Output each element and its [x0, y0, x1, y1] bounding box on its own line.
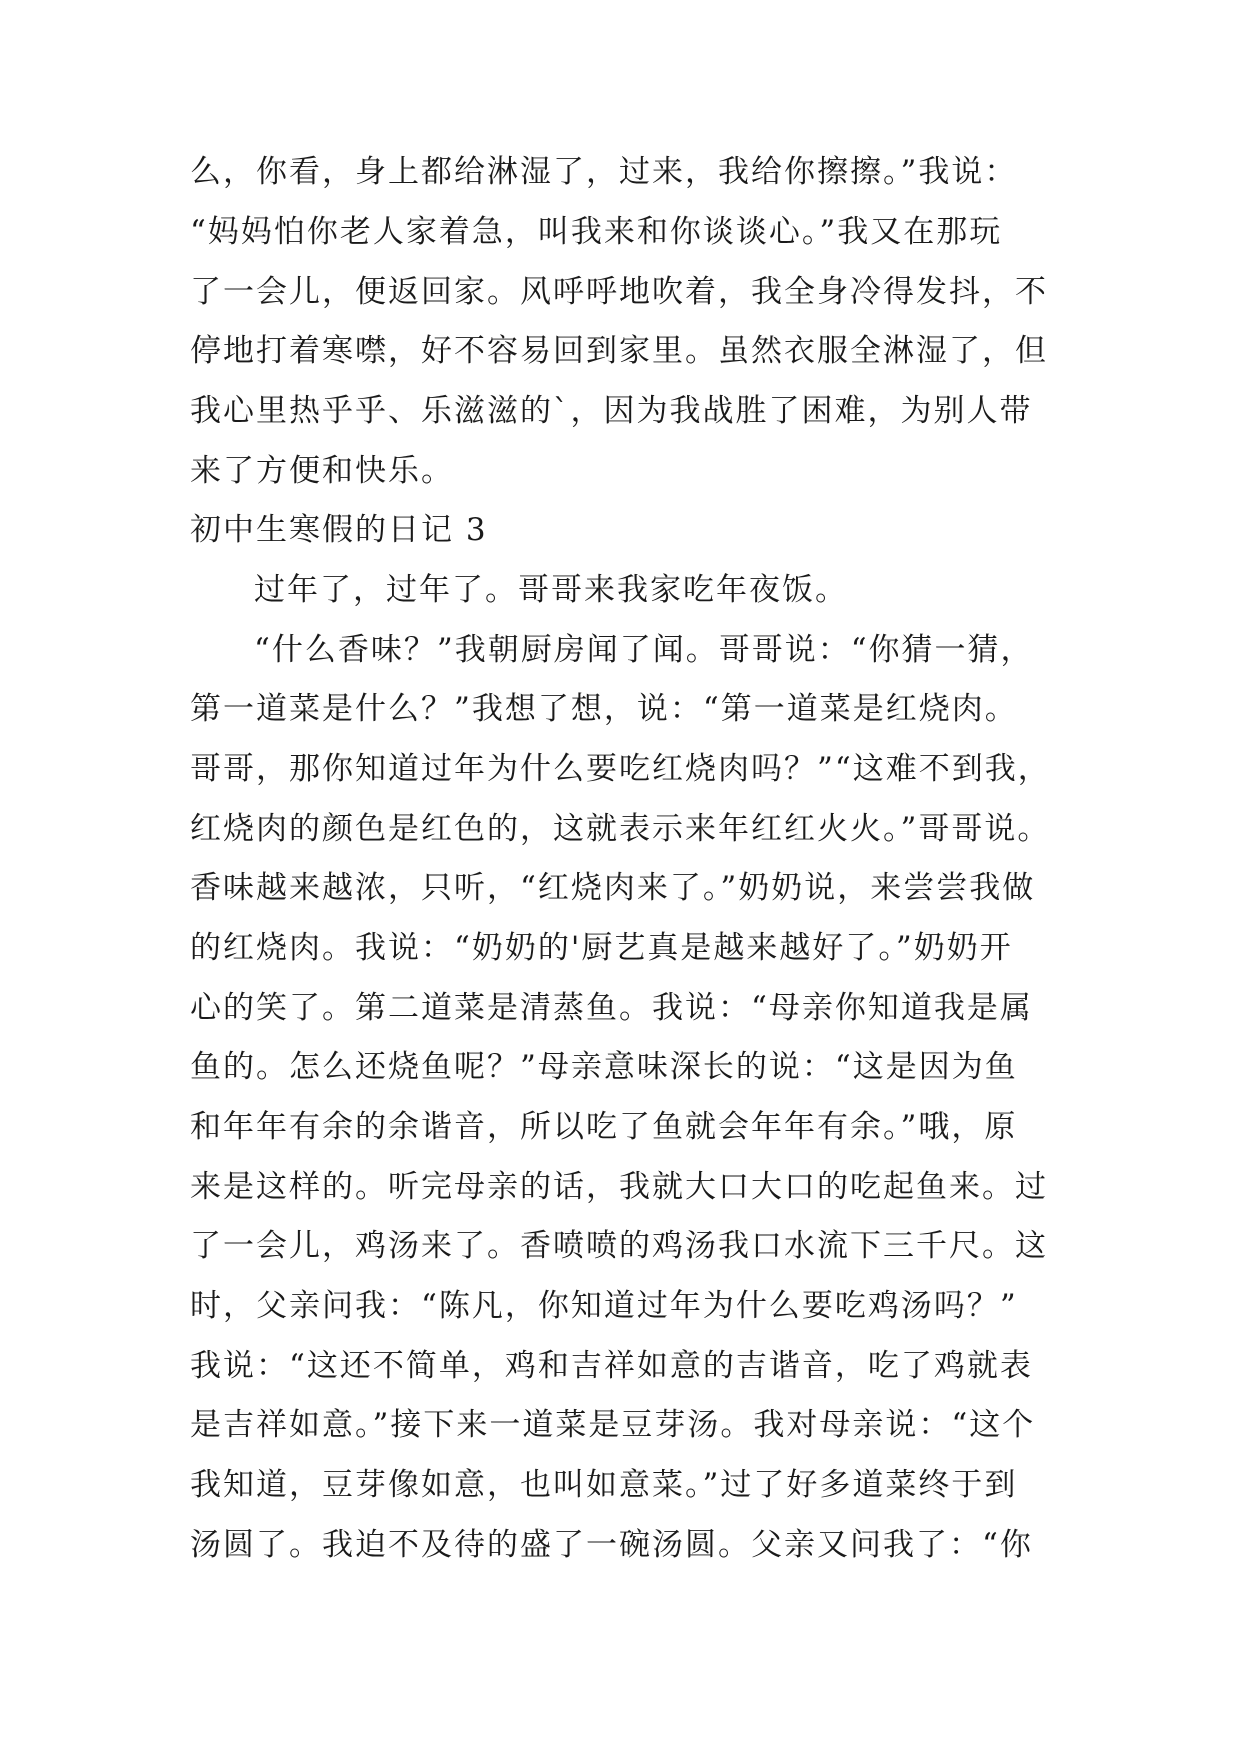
text-line: 来是这样的。听完母亲的话，我就大口大口的吃起鱼来。过	[190, 1169, 1048, 1205]
text-line: 我知道，豆芽像如意，也叫如意菜。”过了好多道菜终于到	[190, 1467, 1018, 1503]
text-line: 了一会儿，鸡汤来了。香喷喷的鸡汤我口水流下三千尺。这	[190, 1228, 1048, 1264]
text-line: 香味越来越浓，只听，“红烧肉来了。”奶奶说，来尝尝我做	[190, 870, 1036, 906]
text-line: 鱼的。怎么还烧鱼呢？”母亲意味深长的说：“这是因为鱼	[190, 1049, 1018, 1085]
text-line: 时，父亲问我：“陈凡，你知道过年为什么要吃鸡汤吗？”	[190, 1288, 1018, 1324]
text-line: 停地打着寒噤，好不容易回到家里。虽然衣服全淋湿了，但	[190, 333, 1048, 369]
text-line: 我说：“这还不简单，鸡和吉祥如意的吉谐音，吃了鸡就表	[190, 1348, 1033, 1384]
text-line: “妈妈怕你老人家着急，叫我来和你谈谈心。”我又在那玩	[190, 214, 1003, 250]
paragraph-first-line: 过年了，过年了。哥哥来我家吃年夜饭。	[254, 572, 848, 608]
text-line: 的红烧肉。我说：“奶奶的'厨艺真是越来越好了。”奶奶开	[190, 930, 1013, 966]
text-line: 来了方便和快乐。	[190, 453, 454, 489]
text-line: 心的笑了。第二道菜是清蒸鱼。我说：“母亲你知道我是属	[190, 990, 1033, 1026]
text-line: 是吉祥如意。”接下来一道菜是豆芽汤。我对母亲说：“这个	[190, 1407, 1036, 1443]
text-line: 么，你看，身上都给淋湿了，过来，我给你擦擦。”我说：	[190, 154, 1018, 190]
text-line: 汤圆了。我迫不及待的盛了一碗汤圆。父亲又问我了：“你	[190, 1527, 1033, 1563]
text-line: 第一道菜是什么？”我想了想，说：“第一道菜是红烧肉。	[190, 691, 1018, 727]
text-line: 我心里热乎乎、乐滋滋的`，因为我战胜了困难，为别人带	[190, 393, 1033, 429]
paragraph-first-line: “什么香味？”我朝厨房闻了闻。哥哥说：“你猜一猜，	[254, 632, 1034, 668]
text-line: 哥哥，那你知道过年为什么要吃红烧肉吗？”“这难不到我，	[190, 751, 1051, 787]
section-heading: 初中生寒假的日记 3	[190, 512, 488, 548]
text-line: 和年年有余的余谐音，所以吃了鱼就会年年有余。”哦，原	[190, 1109, 1018, 1145]
text-line: 了一会儿，便返回家。风呼呼地吹着，我全身冷得发抖，不	[190, 274, 1048, 310]
text-line: 红烧肉的颜色是红色的，这就表示来年红红火火。”哥哥说。	[190, 811, 1051, 847]
